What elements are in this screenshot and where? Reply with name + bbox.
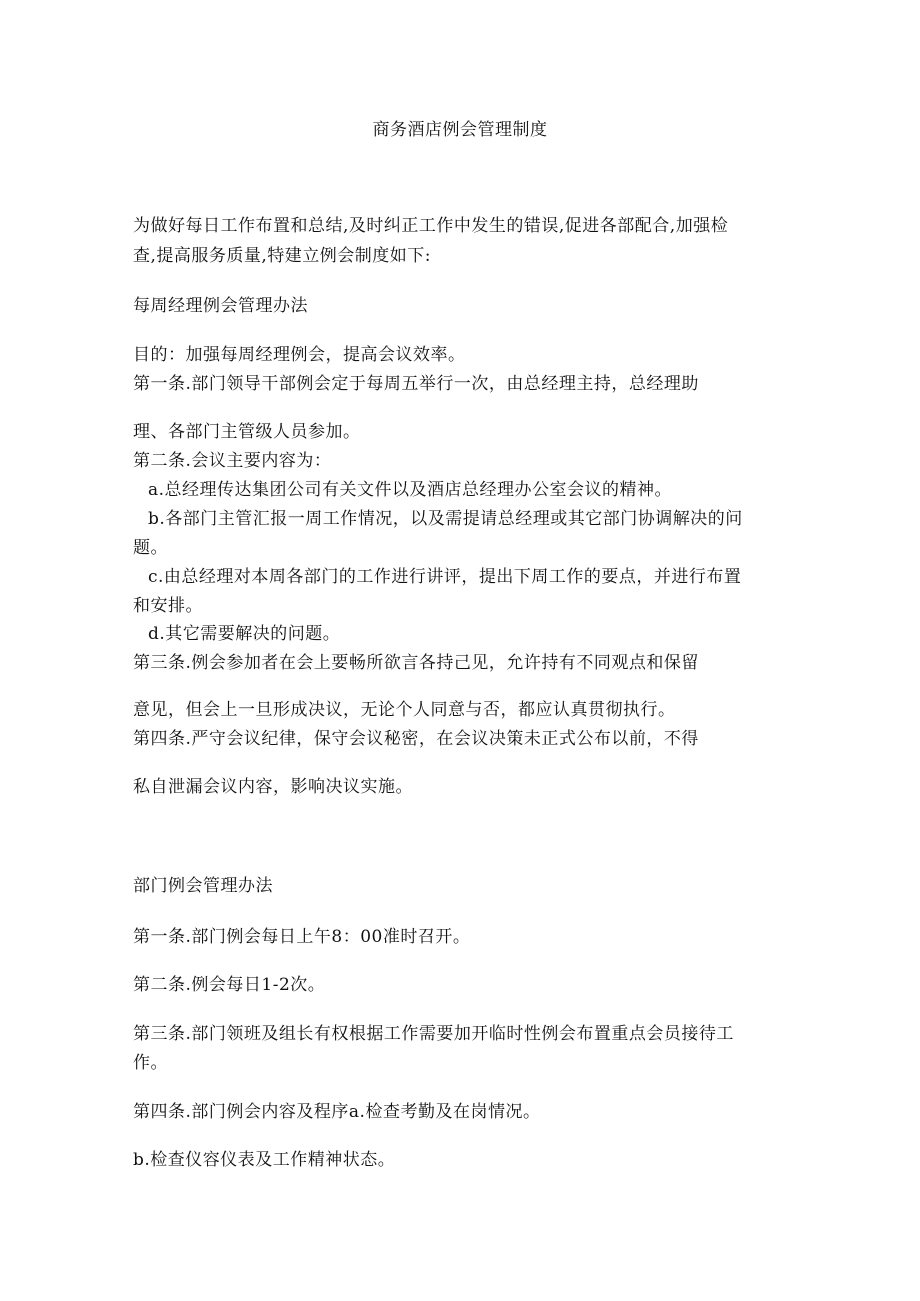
weekly-item-c-line-1: c.由总经理对本周各部门的工作进行讲评，提出下周工作的要点，并进行布置 [148, 567, 742, 587]
weekly-item-b-line-1: b.各部门主管汇报一周工作情况，以及需提请总经理或其它部门协调解决的问 [148, 509, 743, 529]
weekly-article-3-line-1: 第三条.例会参加者在会上要畅所欲言各持己见，允许持有不同观点和保留 [133, 653, 699, 673]
department-section-heading: 部门例会管理办法 [133, 876, 273, 896]
weekly-item-d: d.其它需要解决的问题。 [148, 624, 341, 644]
weekly-article-1-line-1: 第一条.部门领导干部例会定于每周五举行一次，由总经理主持，总经理助 [133, 374, 699, 394]
department-article-3-line-1: 第三条.部门领班及组长有权根据工作需要加开临时性例会布置重点会员接待工 [133, 1024, 734, 1044]
weekly-item-c-line-2: 和安排。 [133, 596, 203, 616]
weekly-article-1-line-2: 理、各部门主管级人员参加。 [133, 422, 361, 442]
weekly-section-heading: 每周经理例会管理办法 [133, 296, 308, 316]
weekly-article-2: 第二条.会议主要内容为： [133, 451, 332, 471]
weekly-item-b-line-2: 题。 [133, 538, 168, 558]
intro-line-1: 为做好每日工作布置和总结,及时纠正工作中发生的错误,促进各部配合,加强检 [133, 216, 729, 236]
weekly-article-4-line-2: 私自泄漏会议内容，影响决议实施。 [133, 777, 413, 797]
department-article-2: 第二条.例会每日1-2次。 [133, 975, 326, 995]
weekly-purpose: 目的：加强每周经理例会，提高会议效率。 [133, 345, 466, 365]
department-article-4: 第四条.部门例会内容及程序a.检查考勤及在岗情况。 [133, 1102, 541, 1122]
weekly-article-3-line-2: 意见，但会上一旦形成决议，无论个人同意与否，都应认真贯彻执行。 [133, 700, 676, 720]
document-title: 商务酒店例会管理制度 [372, 120, 548, 140]
weekly-article-4-line-1: 第四条.严守会议纪律，保守会议秘密，在会议决策未正式公布以前，不得 [133, 729, 699, 749]
department-article-3-line-2: 作。 [133, 1053, 168, 1073]
weekly-item-a: a.总经理传达集团公司有关文件以及酒店总经理办公室会议的精神。 [148, 480, 673, 500]
intro-line-2: 查,提高服务质量,特建立例会制度如下: [133, 246, 432, 266]
department-article-1: 第一条.部门例会每日上午8：00准时召开。 [133, 927, 471, 947]
department-item-b: b.检查仪容仪表及工作精神状态。 [133, 1150, 396, 1170]
